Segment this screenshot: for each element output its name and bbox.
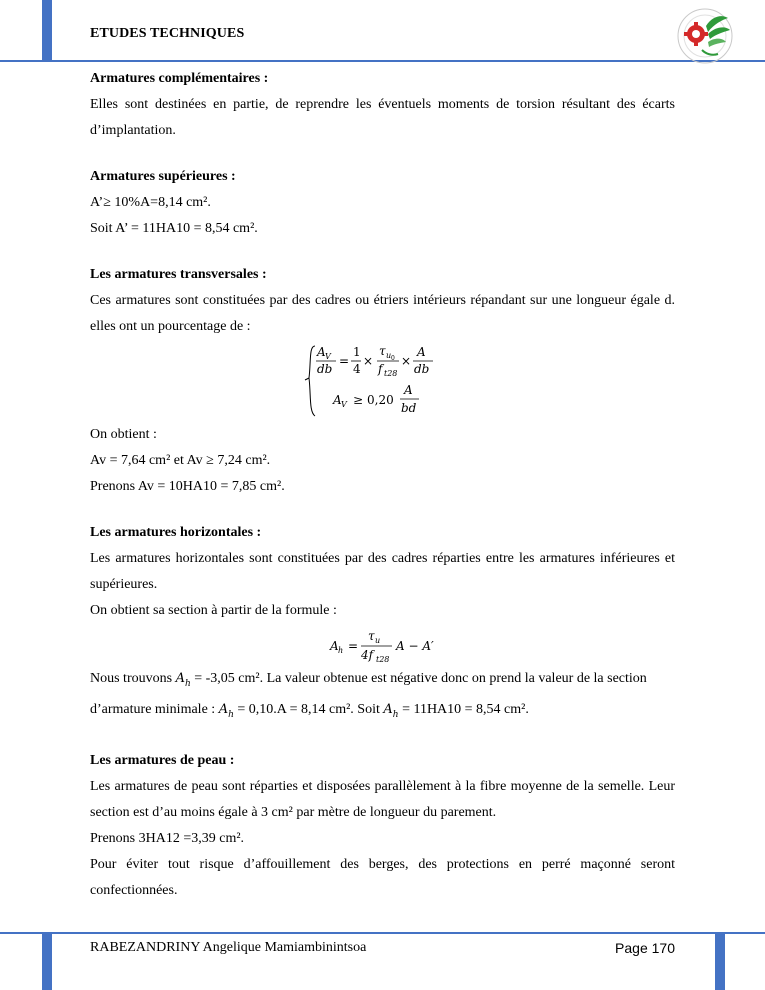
text-peau-2: Prenons 3HA12 =3,39 cm². [90,830,245,846]
section-heading-peau: Les armatures de peau : [90,752,235,768]
footer-rule [0,932,765,934]
text-superieures-2: Soit A’ = 11HA10 = 8,54 cm². [90,221,258,236]
section-heading-horizontales: Les armatures horizontales : [90,525,262,540]
section-heading-transversales: Les armatures transversales : [90,267,267,282]
formula-tau-sub: u [385,351,391,360]
left-header-bar [42,0,52,62]
section-heading-complementaires: Armatures complémentaires : [90,71,269,86]
formula-one: 1 [352,345,361,359]
header-rule [0,60,765,62]
footer-page-number: Page 170 [615,940,675,956]
text-ah-result: Nous trouvons $A_h = -3,05$ cm². La valeur obtenue est négative donc on prend la valeur de la section [90,671,647,689]
left-footer-bar [42,932,52,990]
header-title: ETUDES TECHNIQUES [90,26,245,41]
equation-transversal [303,342,463,422]
formula-4f: 4f [360,648,373,662]
formula-av2-sub: V [340,400,347,409]
formula-tau-sub-2: u [374,636,380,645]
formula-a-2: A [403,383,413,397]
formula-a: A [416,345,426,359]
formula-coef: 0,20 [366,393,394,407]
formula-tau-2: τ [367,629,375,643]
paragraph-peau-3: Pour éviter tout risque d’affouillement des berges, des protections en perré maçonné seront confectionnées. [90,856,675,898]
formula-ah: A [329,639,339,653]
paragraph-horizontales: Les armatures horizontales sont constituées par des cadres réparties entre les armatures inférieures et supérieures. [90,551,675,592]
formula-bd: bd [400,401,416,415]
right-footer-bar [715,932,725,990]
university-logo-icon [668,6,742,66]
section-heading-superieures: Armatures supérieures : [90,169,236,184]
text-on-obtient: On obtient : [90,427,157,442]
formula-av-numerator-sub: V [324,352,331,361]
formula-av-denominator: db [316,362,332,376]
text-av-result: Av = 7,64 cm² et Av ≥ 7,24 cm². [90,453,271,468]
formula-minus-a-prime: A − A′ [395,639,434,653]
formula-av2: A [332,393,342,407]
formula-times-2: × [400,354,411,368]
equation-horizontal [328,626,438,666]
formula-a-den: db [413,362,429,376]
formula-four: 4 [352,362,361,376]
formula-equals-2: = [347,639,358,653]
paragraph-complementaires: Elles sont destinées en partie, de reprendre les éventuels moments de torsion résultant des écarts d’implantation. [90,97,675,138]
formula-4f-sub: t28 [375,655,389,664]
formula-tau-sub2: 0 [390,355,395,362]
formula-ah-sub: h [337,646,343,655]
formula-f: f [377,362,382,376]
page-body [90,66,675,904]
formula-f-sub: t28 [383,369,397,378]
text-av-choice: Prenons Av = 10HA10 = 7,85 cm². [90,479,285,494]
text-ah-minimal: d’armature minimale : $A_h = 0,10.A = 8,14$ cm². Soit $A_h = 11HA10 = 8,54$ cm². [90,701,529,720]
paragraph-transversales: Ces armatures sont constituées par des cadres ou étriers intérieurs répandant sur une longueur égale d. elles ont un pourcentage de : [90,293,675,334]
formula-tau: τ [378,344,386,358]
text-formula-intro: On obtient sa section à partir de la formule : [90,603,337,618]
formula-times-1: × [362,354,373,368]
formula-equals: = [338,354,349,368]
footer-author: RABEZANDRINY Angelique Mamiambinintsoa [90,940,367,955]
text-superieures-1: A’≥ 10%A=8,14 cm². [90,195,211,210]
formula-av-numerator: A [316,345,326,359]
paragraph-peau-1: Les armatures de peau sont réparties et disposées parallèlement à la fibre moyenne de la semelle. Leur section est d’au moins égale à 3 cm² par mètre de longueur du parement. [90,778,675,820]
formula-geq: ≥ [352,393,363,407]
